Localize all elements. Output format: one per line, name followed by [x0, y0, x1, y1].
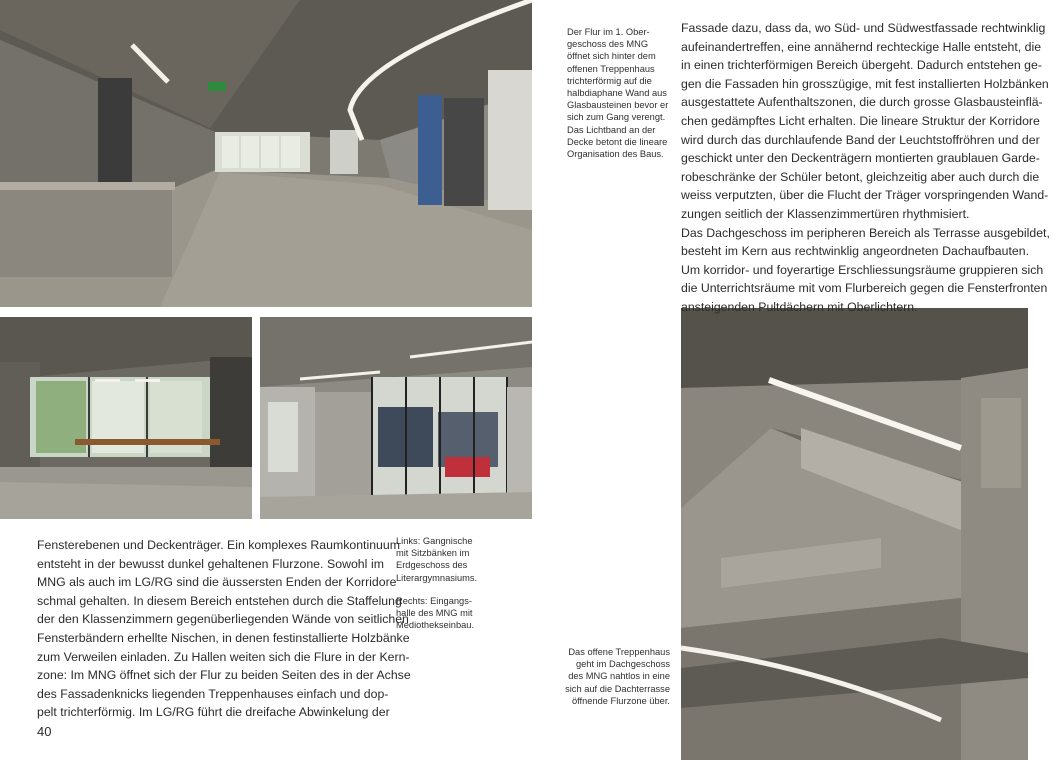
caption-line: trichterförmig auf die [567, 75, 652, 86]
caption-line: öffnende Flurzone über. [571, 695, 670, 706]
text-line: besteht im Kern aus rechtwinklig angeordneten Dachaufbauten. [681, 244, 1029, 259]
caption-line: Glasbausteinen bevor er [567, 100, 669, 111]
text-line: ausgestattete Aufenthaltszonen, die durch grosse Glasbausteinflä- [681, 95, 1043, 110]
text-line: MNG als auch im LG/RG sind die äussersten Enden der Korridore [37, 575, 397, 590]
caption-line: sich zum Gang verengt. [567, 112, 666, 123]
body-text-left [37, 536, 411, 722]
text-line: Das Dachgeschoss im peripheren Bereich als Terrasse ausgebildet, [681, 225, 1050, 240]
caption-line: geht im Dachgeschoss [575, 659, 670, 670]
text-line: robeschränke der Schüler betont, gleichzeitig aber auch durch die [681, 169, 1040, 184]
text-line: Um korridor- und foyerartige Erschliessungsräume gruppieren sich [681, 262, 1044, 277]
caption-line: sich auf die Dachterrasse [565, 683, 670, 694]
caption-line: mit Sitzbänken im [396, 548, 470, 559]
caption-line: Literargymnasiums. [396, 572, 478, 583]
caption-line: geschoss des MNG [567, 39, 649, 50]
caption-line: Erdgeschoss des [396, 560, 468, 571]
text-line: zungen seitlich der Klassenzimmertüren rhythmisiert. [681, 206, 970, 221]
text-line: wird durch das durchlaufende Band der Leuchtstoffröhren und der [681, 132, 1040, 147]
photo-entrance-hall [260, 317, 532, 519]
caption-line: Decke betont die lineare [567, 136, 668, 147]
caption-line: halbdiaphane Wand aus [567, 88, 667, 99]
caption-line: öffnet sich hinter dem [567, 51, 656, 62]
text-line: ansteigenden Pultdächern mit Oberlichtern. [681, 299, 918, 314]
text-line: gen die Fassaden hin grosszügige, mit fest installierten Holzbänken [681, 76, 1049, 91]
text-line: die Unterrichtsräume mit vom Flurbereich gegen die Fensterfronten [681, 281, 1048, 296]
caption-line: Das Lichtband an der [567, 124, 656, 135]
text-line: Fassade dazu, dass da, wo Süd- und Südwestfassade rechtwinklig [681, 21, 1046, 35]
caption-line: Rechts: Eingangs- [396, 595, 472, 606]
text-line: geschickt unter den Deckenträgern montierten graublauen Garde- [681, 151, 1040, 166]
photo-open-staircase [681, 308, 1028, 760]
text-line: zum Verweilen einladen. Zu Hallen weiten sich die Flure in der Kern- [37, 649, 410, 664]
caption-line: Links: Gangnische [396, 536, 473, 546]
caption-line: offenen Treppenhaus [567, 63, 655, 74]
caption-line: halle des MNG mit [396, 608, 473, 619]
photo-niche-benches [0, 317, 252, 519]
text-line: Fensterebenen und Deckenträger. Ein komplexes Raumkontinuum [37, 538, 400, 552]
page-number: 40 [37, 724, 52, 739]
text-line: der den Klassenzimmern gegenüberliegenden Wände von seitlichen [37, 612, 409, 627]
text-line: aufeinandertreffen, eine annähernd rechteckige Halle entsteht, die [681, 39, 1042, 54]
text-line: entsteht in der bewusst dunkel gehaltenen Flurzone. Sowohl im [37, 556, 384, 571]
photo-corridor [0, 0, 532, 307]
text-line: pelt trichterförmig. Im LG/RG führt die dreifache Abwinkelung der [37, 705, 390, 720]
text-line: Fensterbändern erhellte Nischen, in denen festinstallierte Holzbänke [37, 630, 410, 645]
text-line: in einen trichterförmigen Bereich übergeht. Dadurch entstehen ge- [681, 58, 1042, 73]
body-text-right [681, 19, 1050, 317]
text-line: zone: Im MNG öffnet sich der Flur zu beiden Seiten des in der Achse [37, 668, 411, 683]
caption-middle [396, 535, 506, 631]
caption-line: Organisation des Baus. [567, 149, 664, 160]
text-line: schmal gehalten. In diesem Bereich entstehen durch die Staffelung [37, 593, 402, 608]
caption-line: Der Flur im 1. Ober- [567, 27, 650, 37]
caption-line: des MNG nahtlos in eine [568, 671, 670, 682]
text-line: chen gedämpftes Licht erhalten. Die lineare Struktur der Korridore [681, 113, 1040, 128]
caption-corridor [567, 26, 673, 160]
caption-line: Das offene Treppenhaus [568, 647, 670, 657]
text-line: weiss verputzten, über die Flucht der Träger vorspringenden Wand- [681, 188, 1049, 203]
caption-line: Mediothekseinbau. [396, 620, 475, 631]
text-line: des Fassadenknicks liegenden Treppenhauses einfach und dop- [37, 686, 389, 701]
caption-staircase [560, 646, 670, 707]
